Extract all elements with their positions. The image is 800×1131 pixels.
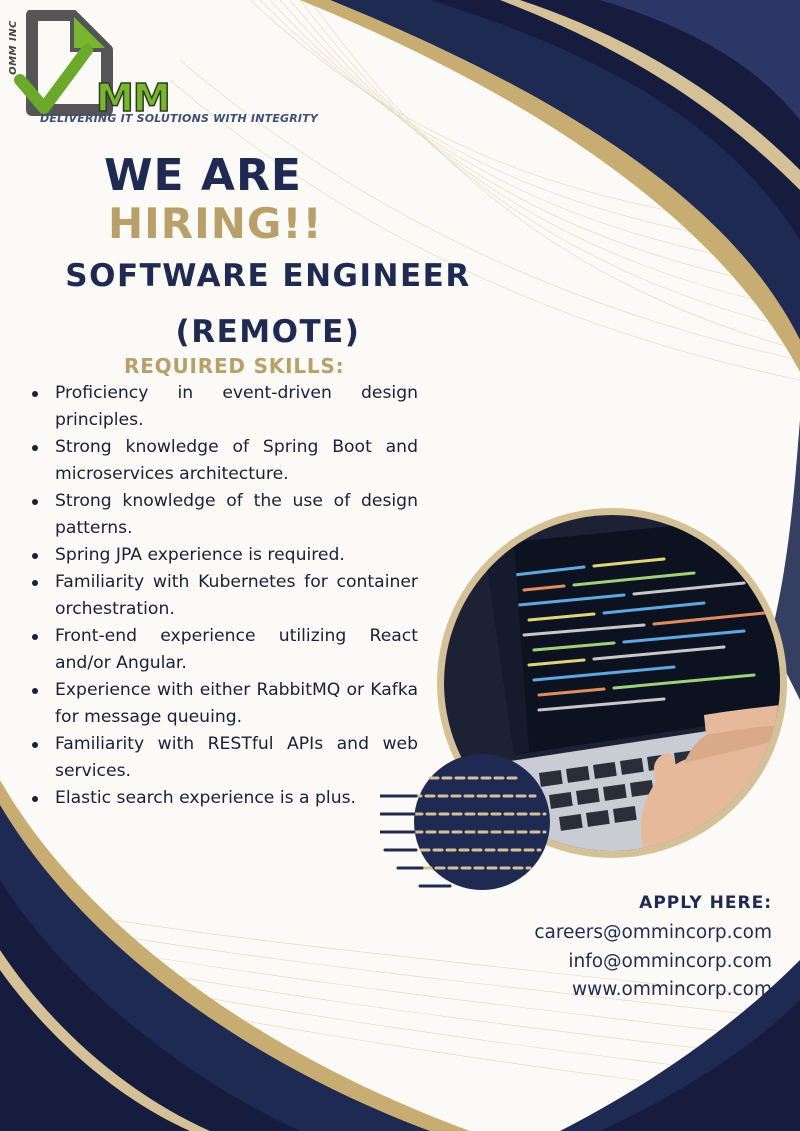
skill-item: Spring JPA experience is required. xyxy=(30,542,418,569)
headline-we-are: WE ARE xyxy=(104,150,302,201)
skill-item: Experience with either RabbitMQ or Kafka for message queuing. xyxy=(30,677,418,731)
logo-vertical-text: OMM INC xyxy=(7,20,19,75)
headline-hiring: HIRING!! xyxy=(108,199,323,248)
careers-email-link[interactable]: careers@ommincorp.com xyxy=(534,922,772,943)
decorative-dashed-circle xyxy=(380,750,550,900)
skill-item: Front-end experience utilizing React and/or Angular. xyxy=(30,623,418,677)
website-link[interactable]: www.ommincorp.com xyxy=(571,979,772,1000)
skill-item: Familiarity with RESTful APIs and web services. xyxy=(30,731,418,785)
apply-heading: APPLY HERE: xyxy=(639,893,772,913)
required-skills-heading: REQUIRED SKILLS: xyxy=(124,354,345,378)
job-title: SOFTWARE ENGINEER xyxy=(65,258,471,294)
required-skills-list xyxy=(30,380,418,812)
skill-item: Elastic search experience is a plus. xyxy=(30,785,418,812)
skill-item: Strong knowledge of the use of design patterns. xyxy=(30,488,418,542)
skill-item: Proficiency in event-driven design principles. xyxy=(30,380,418,434)
job-work-mode: (REMOTE) xyxy=(175,314,361,350)
info-email-link[interactable]: info@ommincorp.com xyxy=(568,950,772,972)
skill-item: Familiarity with Kubernetes for container orchestration. xyxy=(30,569,418,623)
company-logo xyxy=(0,0,400,130)
company-tagline: DELIVERING IT SOLUTIONS WITH INTEGRITY xyxy=(40,112,319,125)
logo-letters: MM xyxy=(96,76,170,120)
apply-contact-block xyxy=(534,893,772,1005)
skill-item: Strong knowledge of Spring Boot and microservices architecture. xyxy=(30,434,418,488)
